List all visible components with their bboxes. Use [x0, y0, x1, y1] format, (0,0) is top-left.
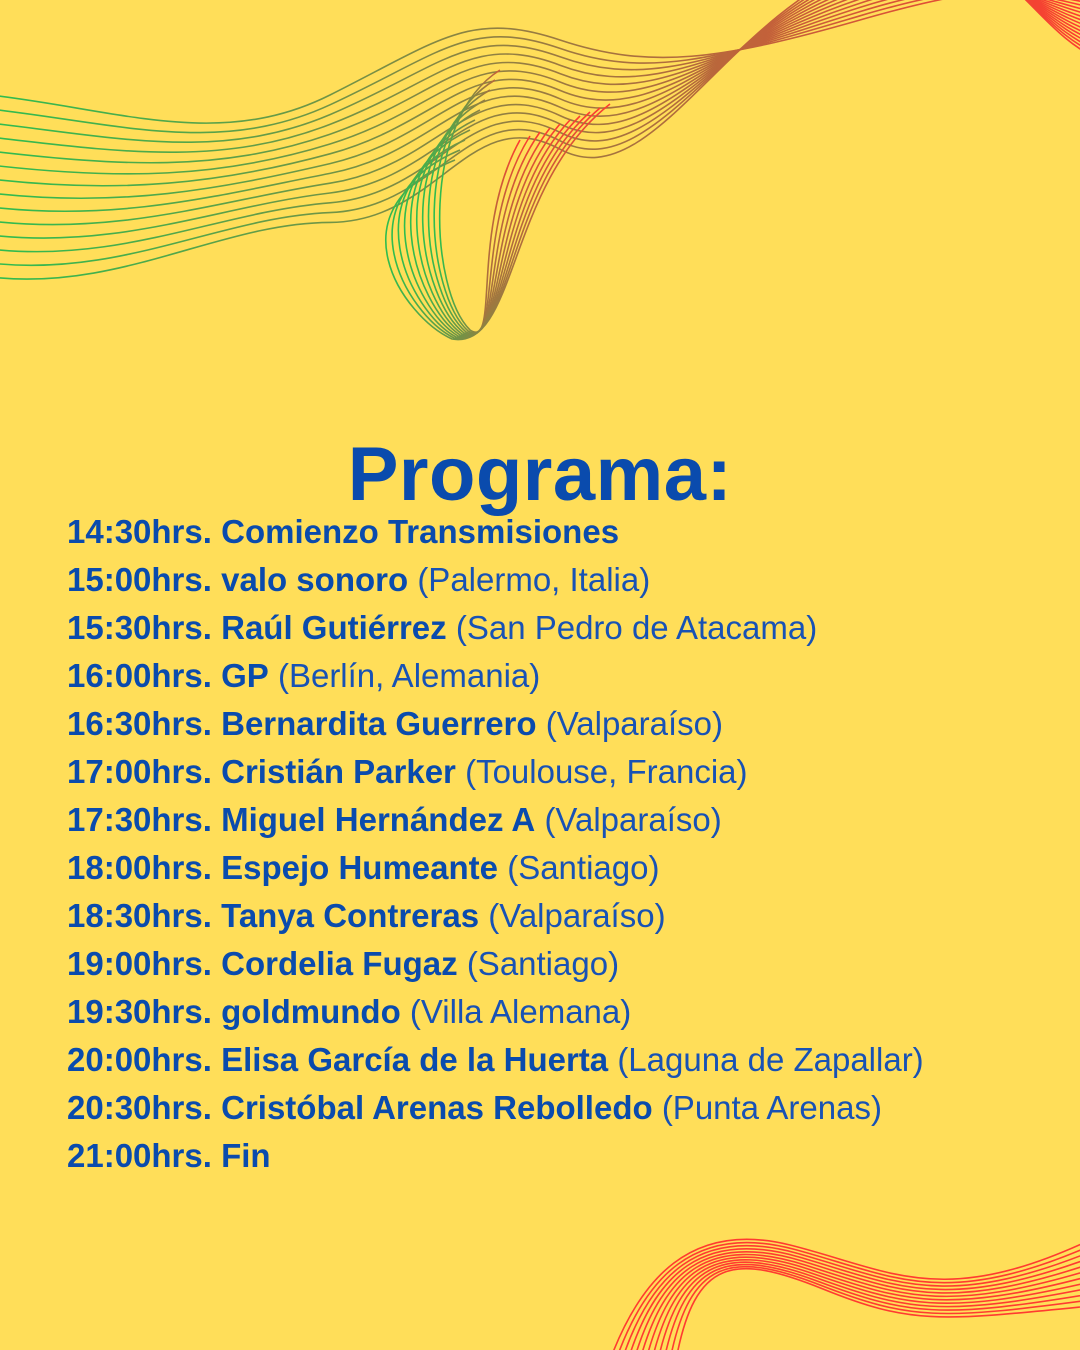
wave-line	[610, 1239, 1080, 1350]
schedule-time: 18:00hrs.	[67, 849, 212, 886]
schedule-place: (Valparaíso)	[544, 801, 722, 838]
schedule-act: Cristián Parker	[221, 753, 456, 790]
schedule-place: (Villa Alemana)	[409, 993, 632, 1030]
schedule-place: (Palermo, Italia)	[417, 561, 651, 598]
wave-line	[0, 0, 1080, 133]
schedule-item	[67, 748, 1067, 796]
wave-loop-line	[398, 112, 590, 338]
wave-line	[658, 1262, 1080, 1350]
schedule-act: valo sonoro	[221, 561, 409, 598]
wave-line	[0, 0, 1080, 225]
schedule-act: Comienzo Transmisiones	[221, 513, 620, 550]
schedule-place: (Santiago)	[466, 945, 620, 982]
schedule-item	[67, 1132, 1067, 1180]
schedule-act: goldmundo	[221, 993, 401, 1030]
schedule-time: 14:30hrs.	[67, 513, 212, 550]
schedule-place: (San Pedro de Atacama)	[455, 609, 818, 646]
wave-loop-line	[392, 108, 600, 339]
wave-line	[664, 1265, 1080, 1350]
wave-line	[670, 1267, 1080, 1350]
schedule-item	[67, 1036, 1067, 1084]
schedule-time: 21:00hrs.	[67, 1137, 212, 1174]
wave-loop-line	[440, 70, 520, 332]
wave-line	[0, 0, 1080, 211]
wave-line	[640, 1254, 1080, 1350]
wave-line	[634, 1252, 1080, 1350]
schedule-time: 20:30hrs.	[67, 1089, 212, 1126]
schedule-time: 18:30hrs.	[67, 897, 212, 934]
schedule-time: 19:00hrs.	[67, 945, 212, 982]
schedule-time: 17:30hrs.	[67, 801, 212, 838]
wave-line	[676, 1269, 1080, 1350]
schedule-item	[67, 796, 1067, 844]
schedule-place: (Berlín, Alemania)	[277, 657, 541, 694]
bottom-wave-decoration	[600, 1200, 1080, 1350]
wave-loop-line	[423, 100, 550, 334]
schedule-act: Tanya Contreras	[221, 897, 480, 934]
wave-line	[0, 0, 1080, 279]
schedule-time: 20:00hrs.	[67, 1041, 212, 1078]
wave-line	[0, 0, 1080, 238]
wave-line	[0, 0, 1080, 265]
schedule-place: (Santiago)	[507, 849, 660, 886]
wave-line	[0, 0, 1080, 163]
schedule-act: Espejo Humeante	[221, 849, 499, 886]
wave-loop-line	[405, 116, 580, 337]
schedule-act: Raúl Gutiérrez	[221, 609, 447, 646]
schedule-act: Elisa García de la Huerta	[221, 1041, 609, 1078]
wave-line	[0, 0, 1080, 174]
schedule-time: 15:30hrs.	[67, 609, 212, 646]
schedule-time: 17:00hrs.	[67, 753, 212, 790]
schedule-list	[67, 508, 1067, 1180]
schedule-item	[67, 844, 1067, 892]
schedule-time: 16:30hrs.	[67, 705, 212, 742]
schedule-item	[67, 1084, 1067, 1132]
wave-line	[0, 0, 1080, 142]
schedule-act: Cordelia Fugaz	[221, 945, 458, 982]
wave-loop-line	[429, 90, 541, 334]
wave-loop-line	[434, 80, 530, 333]
wave-line	[616, 1242, 1080, 1350]
wave-line	[652, 1260, 1080, 1350]
schedule-item	[67, 508, 1067, 556]
wave-line	[646, 1257, 1080, 1350]
schedule-place: (Valparaíso)	[488, 897, 666, 934]
schedule-place: (Punta Arenas)	[661, 1089, 882, 1126]
wave-line	[628, 1249, 1080, 1350]
top-wave-decoration	[0, 0, 1080, 440]
schedule-item	[67, 940, 1067, 988]
wave-loop-line	[417, 110, 560, 335]
wave-line	[0, 0, 1080, 186]
schedule-time: 16:00hrs.	[67, 657, 212, 694]
schedule-place: (Toulouse, Francia)	[465, 753, 748, 790]
schedule-item	[67, 604, 1067, 652]
wave-line	[0, 0, 1080, 252]
wave-line	[0, 0, 1080, 123]
schedule-item	[67, 700, 1067, 748]
schedule-item	[67, 988, 1067, 1036]
schedule-place: (Laguna de Zapallar)	[617, 1041, 924, 1078]
schedule-act: Fin	[221, 1137, 271, 1174]
page-title: Programa:	[347, 431, 733, 517]
wave-line	[0, 0, 1080, 198]
wave-loop-line	[386, 104, 610, 340]
schedule-act: Cristóbal Arenas Rebolledo	[221, 1089, 653, 1126]
schedule-item	[67, 652, 1067, 700]
schedule-act: Miguel Hernández A	[221, 801, 536, 838]
schedule-act: Bernardita Guerrero	[221, 705, 537, 742]
schedule-item	[67, 892, 1067, 940]
wave-loop-line	[411, 120, 570, 336]
schedule-item	[67, 556, 1067, 604]
schedule-time: 19:30hrs.	[67, 993, 212, 1030]
wave-line	[622, 1246, 1080, 1350]
schedule-place: (Valparaíso)	[545, 705, 724, 742]
schedule-time: 15:00hrs.	[67, 561, 212, 598]
schedule-act: GP	[221, 657, 269, 694]
wave-line	[0, 0, 1080, 152]
